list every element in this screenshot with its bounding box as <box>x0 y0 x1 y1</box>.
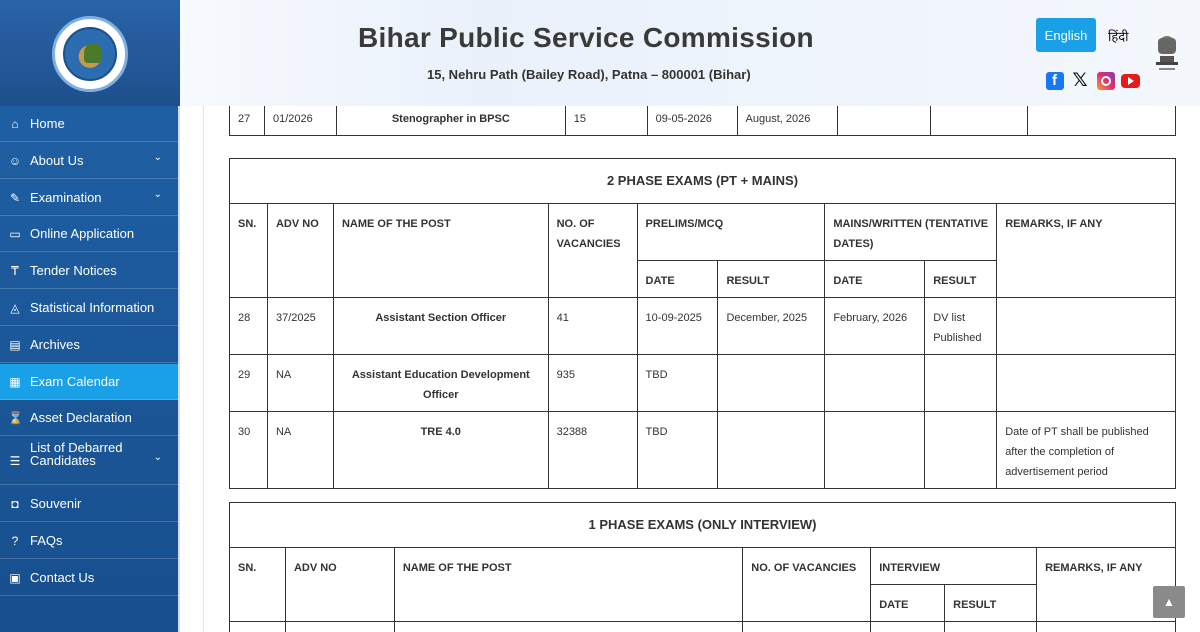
header-mains-date: DATE <box>825 261 925 298</box>
logo-area <box>0 0 180 106</box>
sidebar-item-label: Souvenir <box>30 496 82 511</box>
hourglass-icon: ⌛ <box>8 411 23 425</box>
cell-adv-no: 37/2025 <box>267 298 333 355</box>
cell-mains-result: DV list Published <box>925 298 997 355</box>
cell-adv-no: NA <box>267 355 333 412</box>
top-exam-table <box>229 106 1176 136</box>
site-address: 15, Nehru Path (Bailey Road), Patna – 800001 (Bihar) <box>427 67 751 82</box>
cell-mains-date: February, 2026 <box>825 298 925 355</box>
cell-post-name: TRE 4.0 <box>333 412 548 489</box>
header-post-name: NAME OF THE POST <box>394 548 742 622</box>
sidebar-item-label: Tender Notices <box>30 263 117 278</box>
sidebar-item-faqs[interactable] <box>0 523 178 559</box>
table-row <box>230 355 1176 412</box>
cell-remarks: Date of PT shall be published after the completion of advertisement period <box>997 412 1176 489</box>
sidebar-item-label: Asset Declaration <box>30 410 132 425</box>
bpsc-logo-icon[interactable] <box>52 16 128 92</box>
question-icon: ? <box>11 534 19 548</box>
cell-prelims-result: December, 2025 <box>718 298 825 355</box>
pen-icon: ✎ <box>9 191 21 205</box>
sidebar-item-label: FAQs <box>30 533 63 548</box>
chevron-down-icon[interactable]: ⌄ <box>153 189 162 200</box>
cell-partial <box>743 622 871 632</box>
site-header <box>0 0 1200 106</box>
cell-partial <box>871 622 945 632</box>
header-interview-result: RESULT <box>945 585 1037 622</box>
bag-icon: ◘ <box>11 497 19 511</box>
sidebar-item-statistical-information[interactable] <box>0 290 178 326</box>
logo-tree-icon <box>84 43 102 63</box>
header-interview: INTERVIEW <box>871 548 1037 585</box>
cell-empty <box>838 106 931 136</box>
main-content <box>200 106 1200 632</box>
table-caption-row <box>230 503 1176 548</box>
sidebar-item-asset-declaration[interactable] <box>0 400 178 436</box>
instagram-icon[interactable] <box>1097 72 1115 90</box>
x-twitter-icon[interactable]: 𝕏 <box>1072 70 1088 91</box>
logo-seal <box>63 27 117 81</box>
chevron-down-icon[interactable]: ⌄ <box>153 452 162 463</box>
cell-mains-date <box>825 355 925 412</box>
table-row <box>230 622 1176 632</box>
cell-remarks <box>997 298 1176 355</box>
header-sn: SN. <box>230 548 286 622</box>
cell-prelims-date: TBD <box>637 412 718 489</box>
cell-mains-result <box>925 355 997 412</box>
sidebar-item-home[interactable] <box>0 106 178 142</box>
hindi-language-link[interactable]: हिंदी <box>1108 29 1129 44</box>
two-phase-exams-table <box>229 158 1176 489</box>
header-adv-no: ADV NO <box>267 204 333 298</box>
table-header-row <box>230 548 1176 585</box>
header-remarks: REMARKS, IF ANY <box>1037 548 1176 622</box>
header-vacancies: NO. OF VACANCIES <box>548 204 637 298</box>
list-icon: ☰ <box>9 454 21 468</box>
cell-prelims-result <box>718 412 825 489</box>
sidebar-nav <box>0 106 180 632</box>
sidebar-divider <box>178 106 180 632</box>
header-vacancies: NO. OF VACANCIES <box>743 548 871 622</box>
table-row <box>230 298 1176 355</box>
sidebar-item-label: Online Application <box>30 226 135 241</box>
sidebar-item-label: About Us <box>30 153 84 168</box>
site-title: Bihar Public Service Commission <box>358 22 814 53</box>
sidebar-item-label: Home <box>30 116 65 131</box>
header-interview-date: DATE <box>871 585 945 622</box>
users-icon: ☺ <box>8 154 22 168</box>
cell-result: August, 2026 <box>737 106 838 136</box>
cell-sn: 28 <box>230 298 268 355</box>
home-icon: ⌂ <box>11 117 19 131</box>
cell-prelims-result <box>718 355 825 412</box>
sidebar-item-contact-us[interactable] <box>0 560 178 596</box>
cell-partial <box>285 622 394 632</box>
sidebar-item-souvenir[interactable] <box>0 486 178 522</box>
sidebar-item-online-application[interactable] <box>0 216 178 252</box>
sidebar-item-exam-calendar[interactable] <box>0 364 178 400</box>
chevron-down-icon[interactable]: ⌄ <box>153 152 162 163</box>
cell-empty <box>931 106 1028 136</box>
cell-mains-result <box>925 412 997 489</box>
header-prelims-result: RESULT <box>718 261 825 298</box>
facebook-icon[interactable] <box>1046 72 1064 90</box>
cell-post-name: Assistant Section Officer <box>333 298 548 355</box>
table-row <box>230 412 1176 489</box>
header-adv-no: ADV NO <box>285 548 394 622</box>
scroll-to-top-button[interactable]: ▲ <box>1153 586 1185 618</box>
sidebar-item-label: Statistical Information <box>30 300 155 315</box>
header-remarks: REMARKS, IF ANY <box>997 204 1176 298</box>
cell-prelims-date: 10-09-2025 <box>637 298 718 355</box>
cell-sn: 30 <box>230 412 268 489</box>
table-row <box>230 106 1176 136</box>
sidebar-item-label: Contact Us <box>30 570 95 585</box>
two-phase-caption: 2 PHASE EXAMS (PT + MAINS) <box>230 159 1176 204</box>
cell-vacancies: 15 <box>565 106 647 136</box>
cell-date: 09-05-2026 <box>647 106 737 136</box>
cell-sn: 27 <box>230 106 265 136</box>
calendar-icon: ▦ <box>9 375 21 389</box>
monitor-icon: ▭ <box>9 227 21 241</box>
archive-icon: ▤ <box>9 338 21 352</box>
cell-partial <box>1037 622 1176 632</box>
cell-remarks <box>997 355 1176 412</box>
cell-partial <box>394 622 742 632</box>
cell-sn: 29 <box>230 355 268 412</box>
one-phase-caption: 1 PHASE EXAMS (ONLY INTERVIEW) <box>230 503 1176 548</box>
header-prelims-date: DATE <box>637 261 718 298</box>
cell-prelims-date: TBD <box>637 355 718 412</box>
cell-post-name: Stenographer in BPSC <box>336 106 565 136</box>
table-header-row <box>230 204 1176 261</box>
one-phase-exams-table <box>229 502 1176 632</box>
sidebar-item-label: Examination <box>30 190 102 205</box>
header-sn: SN. <box>230 204 268 298</box>
sidebar-item-label: Exam Calendar <box>30 374 120 389</box>
sidebar-item-tender-notices[interactable] <box>0 253 178 289</box>
cell-adv-no: 01/2026 <box>264 106 336 136</box>
sidebar-item-archives[interactable] <box>0 327 178 363</box>
header-prelims: PRELIMS/MCQ <box>637 204 825 261</box>
table-caption-row <box>230 159 1176 204</box>
sidebar-item-label: List of Debarred Candidates <box>30 440 123 468</box>
sidebar-item-list-of-debarred-candidates[interactable] <box>0 437 178 485</box>
header-post-name: NAME OF THE POST <box>333 204 548 298</box>
national-emblem-icon <box>1152 26 1182 76</box>
cell-adv-no: NA <box>267 412 333 489</box>
sidebar-item-label: Archives <box>30 337 80 352</box>
youtube-icon[interactable] <box>1121 74 1140 88</box>
cell-post-name: Assistant Education Development Officer <box>333 355 548 412</box>
cell-vacancies: 41 <box>548 298 637 355</box>
cell-empty <box>1028 106 1176 136</box>
cell-partial <box>945 622 1037 632</box>
pin-icon: ₸ <box>11 264 19 278</box>
cell-vacancies: 32388 <box>548 412 637 489</box>
sidebar-item-examination[interactable] <box>0 180 178 216</box>
cell-mains-date <box>825 412 925 489</box>
cell-vacancies: 935 <box>548 355 637 412</box>
chart-icon: ◬ <box>10 301 20 315</box>
header-mains-result: RESULT <box>925 261 997 298</box>
english-language-button[interactable]: English <box>1036 18 1096 52</box>
sidebar-item-about-us[interactable] <box>0 143 178 179</box>
contact-icon: ▣ <box>9 571 21 585</box>
cell-partial <box>230 622 286 632</box>
header-mains: MAINS/WRITTEN (TENTATIVE DATES) <box>825 204 997 261</box>
